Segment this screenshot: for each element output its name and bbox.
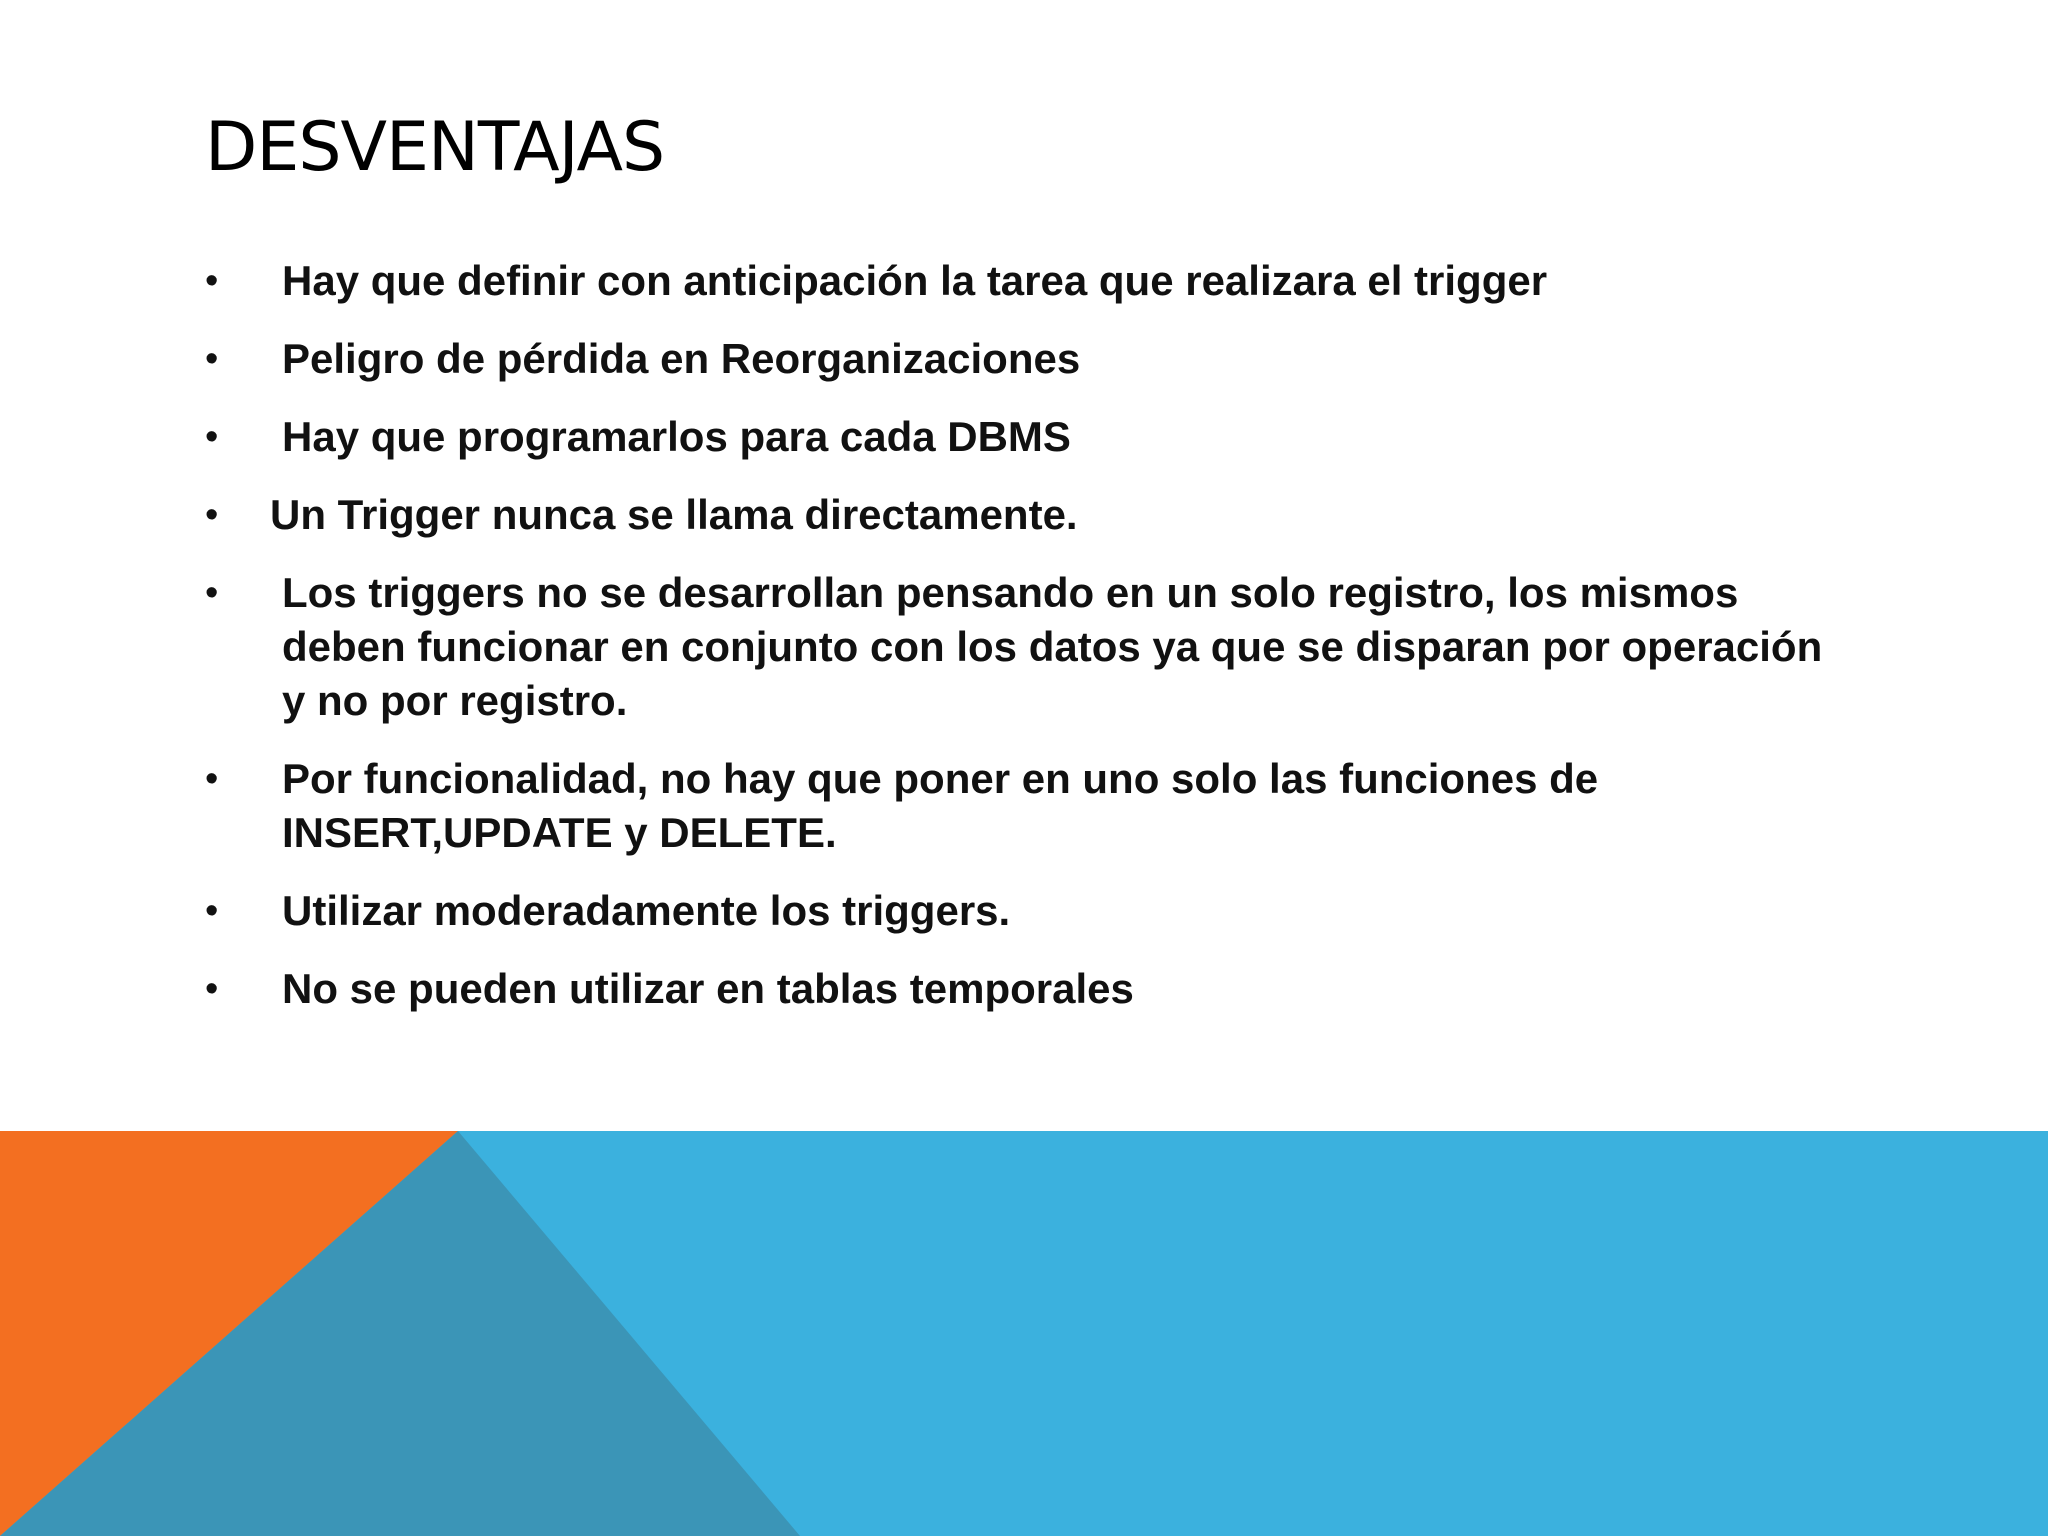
bullet-item bbox=[205, 962, 1845, 1016]
bullet-text: No se pueden utilizar en tablas temporales bbox=[282, 965, 1134, 1012]
bullet-text: Hay que definir con anticipación la tarea que realizara el trigger bbox=[282, 257, 1548, 304]
bullet-item bbox=[205, 332, 1845, 386]
bullet-item bbox=[205, 488, 1845, 542]
bullet-dot: • bbox=[205, 260, 219, 302]
bullet-dot: • bbox=[205, 890, 219, 932]
bullet-list bbox=[205, 254, 1845, 1040]
bullet-dot: • bbox=[205, 416, 219, 458]
bullet-item bbox=[205, 752, 1845, 860]
bullet-text: Hay que programarlos para cada DBMS bbox=[282, 413, 1071, 460]
bullet-item bbox=[205, 410, 1845, 464]
bullet-text: Peligro de pérdida en Reorganizaciones bbox=[282, 335, 1081, 382]
bullet-dot: • bbox=[205, 494, 219, 536]
bullet-dot: • bbox=[205, 572, 219, 614]
decorative-footer-shapes bbox=[0, 1131, 2048, 1536]
bullet-text: Los triggers no se desarrollan pensando en un solo registro, los mismos deben funcionar en conjunto con los datos ya que se disparan por operación y no por registro. bbox=[282, 569, 1823, 724]
bullet-item bbox=[205, 566, 1845, 728]
bullet-text: Por funcionalidad, no hay que poner en uno solo las funciones de INSERT,UPDATE y DELETE. bbox=[282, 755, 1599, 856]
slide-title: DESVENTAJAS bbox=[205, 108, 665, 187]
bullet-text: Utilizar moderadamente los triggers. bbox=[282, 887, 1011, 934]
bullet-text: Un Trigger nunca se llama directamente. bbox=[270, 491, 1078, 538]
bullet-item bbox=[205, 254, 1845, 308]
bullet-dot: • bbox=[205, 338, 219, 380]
bullet-dot: • bbox=[205, 758, 219, 800]
bullet-item bbox=[205, 884, 1845, 938]
bullet-dot: • bbox=[205, 968, 219, 1010]
